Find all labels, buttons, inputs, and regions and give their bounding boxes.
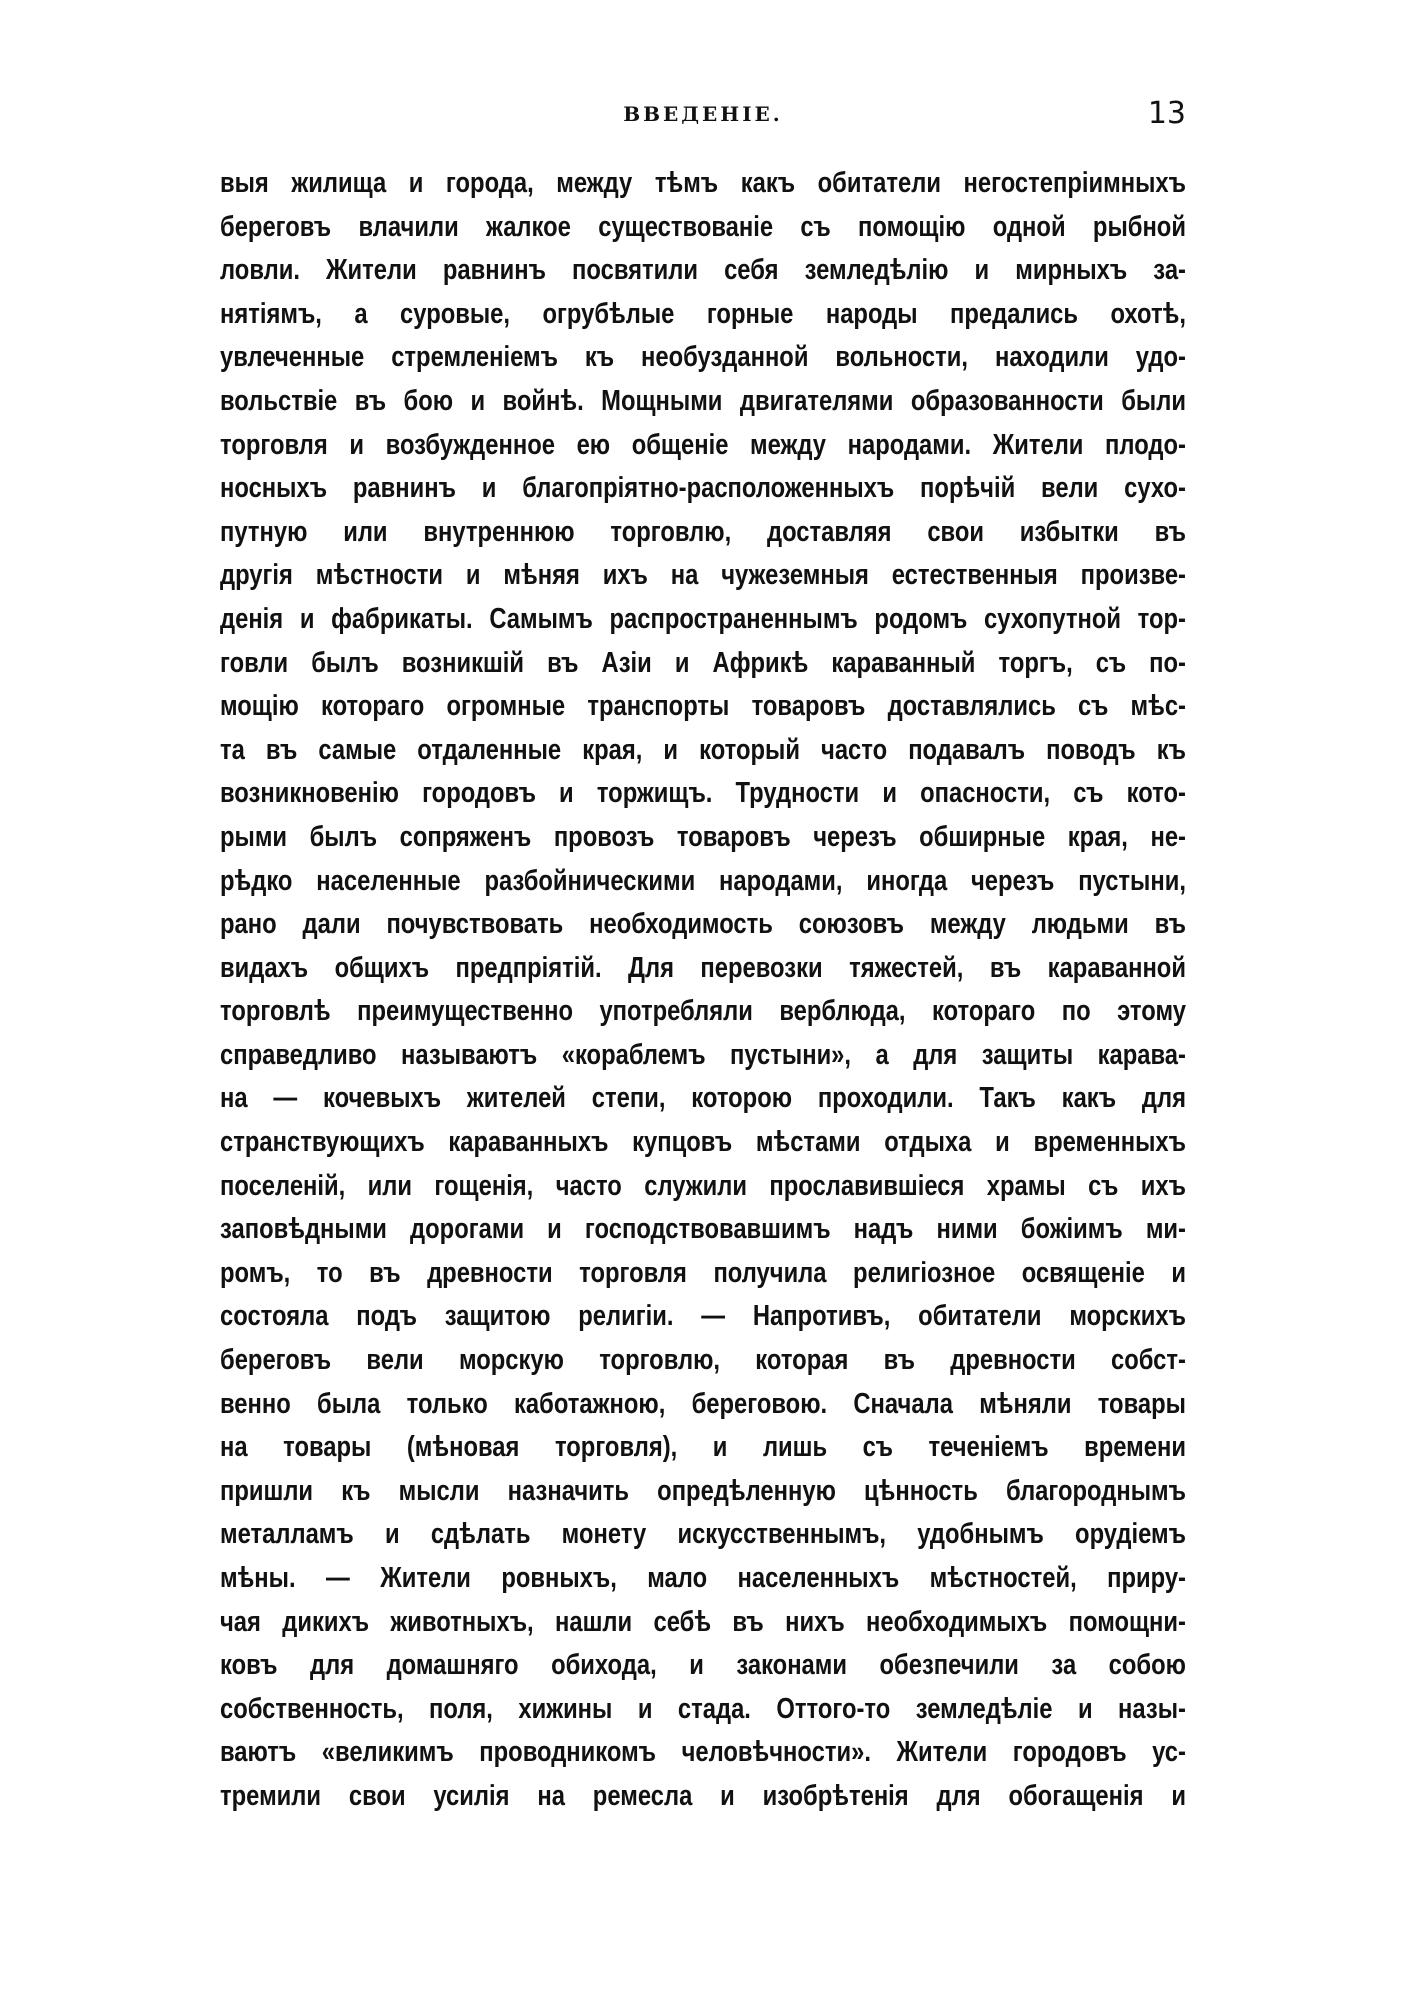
chapter-title: ВВЕДЕНІЕ. bbox=[623, 102, 783, 126]
text-line: рыми былъ сопряженъ провозъ товаровъ черезъ обширные края, не- bbox=[220, 820, 1186, 853]
text-line: носныхъ равнинъ и благопріятно-расположенныхъ порѣчій вели сухо- bbox=[220, 472, 1186, 505]
text-line: ваютъ «великимъ проводникомъ человѣчности». Жители городовъ ус- bbox=[220, 1736, 1186, 1769]
text-line: выя жилища и города, между тѣмъ какъ обитатели негостепріимныхъ bbox=[220, 167, 1186, 199]
text-line: ковъ для домашняго обихода, и законами обезпечили за собою bbox=[220, 1649, 1186, 1682]
text-line: рано дали почувствовать необходимость союзовъ между людьми въ bbox=[220, 908, 1186, 941]
text-line: состояла подъ защитою религіи. — Напротивъ, обитатели морскихъ bbox=[220, 1300, 1186, 1333]
text-line: денія и фабрикаты. Самымъ распространеннымъ родомъ сухопутной тор- bbox=[220, 602, 1186, 635]
text-line: возникновенію городовъ и торжищъ. Трудности и опасности, съ кото- bbox=[220, 777, 1186, 810]
text-line: другія мѣстности и мѣняя ихъ на чужеземныя естественныя произве- bbox=[220, 559, 1186, 592]
text-line: поселеній, или гощенія, часто служили прославившіеся храмы съ ихъ bbox=[220, 1169, 1186, 1202]
text-line: видахъ общихъ предпріятій. Для перевозки тяжестей, въ караванной bbox=[220, 951, 1186, 984]
text-line: тремили свои усилія на ремесла и изобрѣтенія для обогащенія и bbox=[220, 1779, 1186, 1812]
text-line: нятіямъ, а суровые, огрубѣлые горные народы предались охотѣ, bbox=[220, 297, 1186, 330]
text-line: справедливо называютъ «кораблемъ пустыни», а для защиты карава- bbox=[220, 1038, 1186, 1071]
text-line: странствующихъ караванныхъ купцовъ мѣстами отдыха и временныхъ bbox=[220, 1126, 1186, 1159]
text-line: рѣдко населенные разбойническими народами, иногда черезъ пустыни, bbox=[220, 864, 1186, 897]
running-head bbox=[220, 96, 1186, 136]
text-line: мѣны. — Жители ровныхъ, мало населенныхъ мѣстностей, приру- bbox=[220, 1562, 1186, 1594]
text-line: мощію котораго огромные транспорты товаровъ доставлялись съ мѣс- bbox=[220, 690, 1186, 723]
text-line: собственность, поля, хижины и стада. Оттого-то земледѣліе и назы- bbox=[220, 1692, 1186, 1725]
text-line: торговля и возбужденное ею общеніе между народами. Жители плодо- bbox=[220, 428, 1186, 461]
text-line: заповѣдными дорогами и господствовавшимъ надъ ними божіимъ ми- bbox=[220, 1213, 1186, 1246]
text-line: на — кочевыхъ жителей степи, которою проходили. Такъ какъ для bbox=[220, 1082, 1186, 1115]
text-line: чая дикихъ животныхъ, нашли себѣ въ нихъ необходимыхъ помощни- bbox=[220, 1605, 1186, 1638]
page-number: 13 bbox=[1147, 96, 1186, 131]
text-line: береговъ вели морскую торговлю, которая въ древности собст- bbox=[220, 1344, 1186, 1377]
body-text bbox=[220, 162, 1186, 1819]
text-line: путную или внутреннюю торговлю, доставляя свои избытки въ bbox=[220, 515, 1186, 548]
text-line: ловли. Жители равнинъ посвятили себя земледѣлію и мирныхъ за- bbox=[220, 254, 1186, 287]
text-line: говли былъ возникшій въ Азіи и Африкѣ караванный торгъ, съ по- bbox=[220, 646, 1186, 679]
text-line: ромъ, то въ древности торговля получила религіозное освященіе и bbox=[220, 1256, 1186, 1289]
text-line: металламъ и сдѣлать монету искусственнымъ, удобнымъ орудіемъ bbox=[220, 1518, 1186, 1551]
text-line: на товары (мѣновая торговля), и лишь съ теченіемъ времени bbox=[220, 1431, 1186, 1464]
text-line: венно была только каботажною, береговою. Сначала мѣняли товары bbox=[220, 1387, 1186, 1420]
text-line: торговлѣ преимущественно употребляли верблюда, котораго по этому bbox=[220, 995, 1186, 1028]
text-line: береговъ влачили жалкое существованіе съ помощію одной рыбной bbox=[220, 210, 1186, 243]
text-line: увлеченные стремленіемъ къ необузданной вольности, находили удо- bbox=[220, 341, 1186, 374]
text-line: пришли къ мысли назначить опредѣленную цѣнность благороднымъ bbox=[220, 1474, 1186, 1507]
text-line: та въ самые отдаленные края, и который часто подавалъ поводъ къ bbox=[220, 733, 1186, 766]
text-line: вольствіе въ бою и войнѣ. Мощными двигателями образованности были bbox=[220, 384, 1186, 417]
